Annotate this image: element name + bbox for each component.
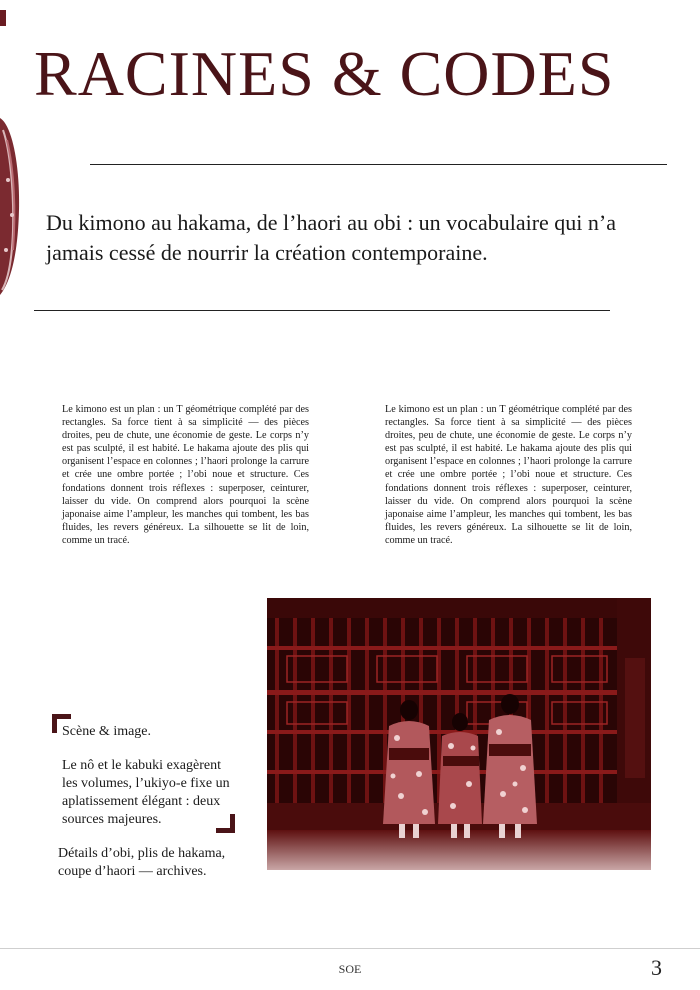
body-column-left: Le kimono est un plan : un T géométrique complété par des rectangles. Sa force tient à sa simplicité — des pièces droites, peu de chute, une économie de geste. Le corps n’y est pas sculpté, il est habité. Le hakama ajoute des plis qui organisent l’espace en colonnes ; l’haori prolonge la carrure et crée une ombre portée ; l’obi noue et structure. Ces fondations donnent trois réflexes : superposer, ceinturer, laisser du vide. On comprend alors pourquoi la scène japonaise aime l’ampleur, les manches qui tombent, les bas fluides, les revers généreux. La silhouette se lit de loin, comme un tracé.	[62, 404, 309, 546]
kimono-fabric-edge-illustration	[0, 0, 22, 300]
caption-corner-mark-bottom-right	[216, 814, 235, 833]
caption-credit: Détails d’obi, plis de hakama, coupe d’haori — archives.	[58, 846, 226, 879]
lede-paragraph: Du kimono au hakama, de l’haori au obi : un vocabulaire qui n’a jamais cessé de nourrir la création contemporaine.	[46, 210, 616, 265]
body-column-right: Le kimono est un plan : un T géométrique complété par des rectangles. Sa force tient à sa simplicité — des pièces droites, peu de chute, une économie de geste. Le corps n’y est pas sculpté, il est habité. Le hakama ajoute des plis qui organisent l’espace en colonnes ; l’haori prolonge la carrure et crée une ombre portée ; l’obi noue et structure. Ces fondations donnent trois réflexes : superposer, ceinturer, laisser du vide. On comprend alors pourquoi la scène japonaise aime l’ampleur, les manches qui tombent, les bas fluides, les revers généreux. La silhouette se lit de loin, comme un tracé.	[385, 404, 632, 546]
caption-label: Scène & image.	[62, 724, 152, 739]
footer-divider	[0, 948, 700, 949]
footer-label: SOE	[338, 962, 362, 976]
kimono-women-photo	[267, 598, 651, 870]
page-title: RACINES & CODES	[34, 38, 615, 109]
lede-divider	[34, 310, 610, 311]
title-divider	[90, 164, 667, 165]
page-number: 3	[651, 955, 662, 980]
caption-text: Le nô et le kabuki exagèrent les volumes, l’ukiyo-e fixe un aplatissement élégant : deux sources majeures.	[62, 758, 230, 827]
